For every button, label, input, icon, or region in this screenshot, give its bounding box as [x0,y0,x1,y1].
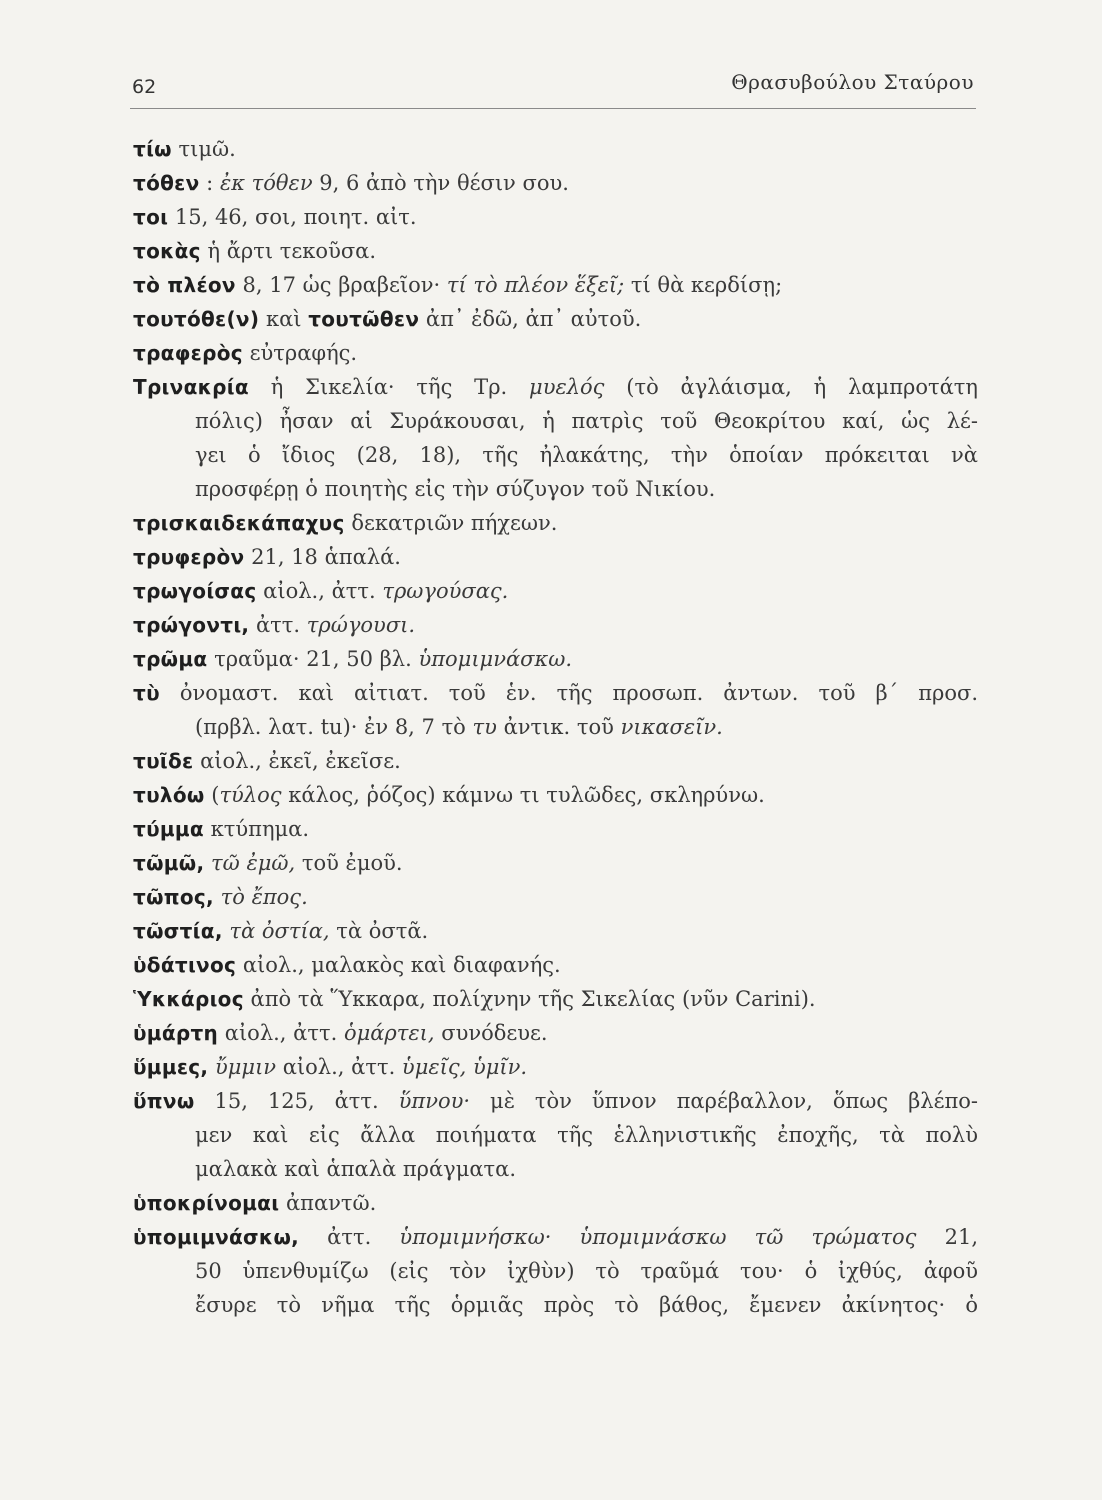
glossary-entry [133,336,978,370]
entry-text: καὶ [259,307,309,331]
entry-text: πόλις) ἦσαν αἱ Συράκουσαι, ἡ πατρὶς τοῦ Θεοκρίτου καί, ὡς λέ- [195,409,978,433]
entry-italic-text: τρώγουσι. [306,613,416,637]
entry-text: τραῦμα· 21, 50 βλ. [207,647,419,671]
entry-lemma: ὕπνω [133,1089,195,1113]
entry-lemma: τουτόθε(ν) [133,307,260,331]
glossary-entry [133,132,978,166]
entry-text: εὐτραφής. [242,341,358,365]
glossary-entry [133,880,978,914]
entry-text: ἀπαντῶ. [279,1191,377,1215]
entry-lemma: τῶπος, [133,885,214,909]
header-rule [130,108,976,109]
glossary-entry-continuation [133,404,978,438]
running-head: Θρασυβούλου Σταύρου [731,70,974,94]
glossary-entry [133,1186,978,1220]
entry-text: 15, 125, ἀττ. [194,1089,399,1113]
entry-lemma: τυῖδε [133,749,194,773]
entry-lemma: τὺ [133,681,160,705]
entry-lemma: τόθεν [133,171,200,195]
entry-lemma: τρώγοντι, [133,613,250,637]
entry-italic-text: τῶ ἐμῶ, [211,851,296,875]
entry-text: τί θὰ κερδίσῃ; [624,273,783,297]
entry-text: γει ὁ ἴδιος (28, 18), τῆς ἠλακάτης, τὴν ὁποίαν πρόκειται νὰ [195,443,978,467]
entry-text: μαλακὰ καὶ ἁπαλὰ πράγματα. [195,1157,517,1181]
entry-text: 8, 17 ὡς βραβεῖον· [235,273,447,297]
glossary-entry [133,1084,978,1118]
glossary-entry [133,778,978,812]
glossary-entry [133,1050,978,1084]
entry-lemma: ὑπομιμνάσκω, [133,1225,300,1249]
glossary-entry [133,1220,978,1254]
entry-text: κάλος, ῥόζος) κάμνω τι τυλῶδες, σκληρύνω. [281,783,765,807]
entry-lemma: τίω [133,137,172,161]
entry-text: ἀττ. [249,613,307,637]
glossary-entry [133,166,978,200]
entry-text: ἀττ. [299,1225,400,1249]
entry-italic-text: τὸ ἔπος. [220,885,308,909]
glossary-entry [133,982,978,1016]
glossary-entry [133,574,978,608]
glossary-entry-continuation [133,472,978,506]
entry-italic-text: νικασεῖν. [620,715,723,739]
entry-text: ἀπ᾽ ἐδῶ, ἀπ᾽ αὐτοῦ. [419,307,642,331]
entry-text [208,1055,215,1079]
entry-text: 21, 18 ἁπαλά. [244,545,401,569]
glossary-entry [133,506,978,540]
entry-text: ἀντικ. τοῦ [496,715,621,739]
entry-italic-text: ὕπνου· [398,1089,471,1113]
entry-text: κτύπημα. [203,817,310,841]
entry-lemma: τύμμα [133,817,204,841]
entry-text: (πρβλ. λατ. tu)· ἐν 8, 7 τὸ [195,715,473,739]
entry-italic-text: ὑμεῖς, ὑμῖν. [401,1055,528,1079]
entry-text: 9, 6 ἀπὸ τὴν θέσιν σου. [312,171,569,195]
entry-text: προσφέρῃ ὁ ποιητὴς εἰς τὴν σύζυγον τοῦ Νικίου. [195,477,716,501]
entry-lemma: Ὑκκάριος [133,987,244,1011]
entry-text: τοῦ ἐμοῦ. [295,851,403,875]
glossary-entry-continuation [133,1254,978,1288]
glossary-entry [133,676,978,710]
glossary-entry [133,200,978,234]
entry-lemma: ὕμμες, [133,1055,209,1079]
entry-italic-text: ὁμάρτει, [343,1021,435,1045]
entry-text: αἰολ., ἀττ. [276,1055,402,1079]
entry-lemma: τρυφερὸν [133,545,245,569]
glossary-entry-continuation [133,1118,978,1152]
glossary-entry [133,370,978,404]
entry-italic-text: τρωγούσας. [382,579,509,603]
entry-italic-text: τύλος [219,783,282,807]
glossary-entry [133,744,978,778]
entry-lemma: τυλόω [133,783,205,807]
entry-italic-text: ὔμμιν [215,1055,277,1079]
entry-text [214,885,221,909]
entry-text: : [199,171,220,195]
entry-italic-text: τί τὸ πλέον ἕξεῖ; [446,273,625,297]
entry-text: τιμῶ. [171,137,236,161]
entry-text: 21, [916,1225,978,1249]
entry-lemma: τὸ πλέον [133,273,236,297]
entry-text: ( [204,783,220,807]
glossary-entry [133,914,978,948]
glossary-entry [133,812,978,846]
glossary-entry [133,642,978,676]
entry-lemma: ὑδάτινος [133,953,237,977]
glossary-entry [133,846,978,880]
entry-italic-text: τὰ ὀστία, [229,919,330,943]
entry-lemma: τρωγοίσας [133,579,257,603]
entry-text: αἰολ., ἀττ. [256,579,383,603]
entry-text: 15, 46, σοι, ποιητ. αἰτ. [168,205,417,229]
entry-lemma: τοι [133,205,169,229]
entry-text: συνόδευε. [434,1021,548,1045]
entry-text: αἰολ., ἀττ. [218,1021,344,1045]
glossary-entry [133,234,978,268]
entry-lemma: τρῶμα [133,647,208,671]
glossary-entry [133,540,978,574]
glossary-entry [133,1016,978,1050]
entry-italic-text: ὑπομιμνήσκω· ὑπομιμνάσκω τῶ τρώματος [399,1225,917,1249]
entry-italic-text: τυ [472,715,497,739]
entry-text: ἀπὸ τὰ Ὕκκαρα, πολίχνην τῆς Σικελίας (νῦν Carini). [243,987,816,1011]
entry-text: 50 ὑπενθυμίζω (εἰς τὸν ἰχθὺν) τὸ τραῦμά του· ὁ ἰχθύς, ἀφοῦ [195,1259,978,1283]
entry-text: ἔσυρε τὸ νῆμα τῆς ὁρμιᾶς πρὸς τὸ βάθος, ἔμενεν ἀκίνητος· ὁ [195,1293,978,1317]
entry-text: ἡ ἄρτι τεκοῦσα. [200,239,377,263]
entry-text: αἰολ., μαλακὸς καὶ διαφανής. [236,953,561,977]
entry-italic-text: μυελός [529,375,605,399]
glossary-entry-continuation [133,710,978,744]
entry-text: μεν καὶ εἰς ἄλλα ποιήματα τῆς ἑλληνιστικῆς ἐποχῆς, τὰ πολὺ [195,1123,978,1147]
glossary-entry-continuation [133,1288,978,1322]
glossary-entry [133,948,978,982]
entry-lemma: ὑποκρίνομαι [133,1191,280,1215]
entry-text: ἡ Σικελία· τῆς Τρ. [248,375,530,399]
entry-text: μὲ τὸν ὕπνον παρέβαλλον, ὅπως βλέπο- [470,1089,978,1113]
page-number: 62 [132,76,157,98]
entry-text: τὰ ὀστᾶ. [329,919,429,943]
entry-lemma: Τρινακρία [133,375,249,399]
entry-lemma: τῶμῶ, [133,851,205,875]
entry-text: ὀνομαστ. καὶ αἰτιατ. τοῦ ἑν. τῆς προσωπ. ἀντων. τοῦ β΄ προσ. [159,681,978,705]
glossary-entry [133,302,978,336]
glossary-entry-continuation [133,438,978,472]
entry-lemma: ὑμάρτη [133,1021,219,1045]
entry-text: αἰολ., ἐκεῖ, ἐκεῖσε. [193,749,401,773]
entry-lemma: τῶστία, [133,919,223,943]
entry-lemma: τρισκαιδεκάπαχυς [133,511,345,535]
entry-text: (τὸ ἀγλάισμα, ἡ λαμπροτάτη [604,375,978,399]
glossary-text [133,132,978,1322]
glossary-entry [133,268,978,302]
glossary-entry [133,608,978,642]
entry-italic-text: ἐκ τόθεν [219,171,313,195]
glossary-entry-continuation [133,1152,978,1186]
entry-lemma: τοκὰς [133,239,201,263]
entry-lemma: τραφερὸς [133,341,243,365]
entry-text: δεκατριῶν πήχεων. [344,511,558,535]
entry-italic-text: ὑπομιμνάσκω. [418,647,573,671]
entry-lemma: τουτῶθεν [308,307,420,331]
